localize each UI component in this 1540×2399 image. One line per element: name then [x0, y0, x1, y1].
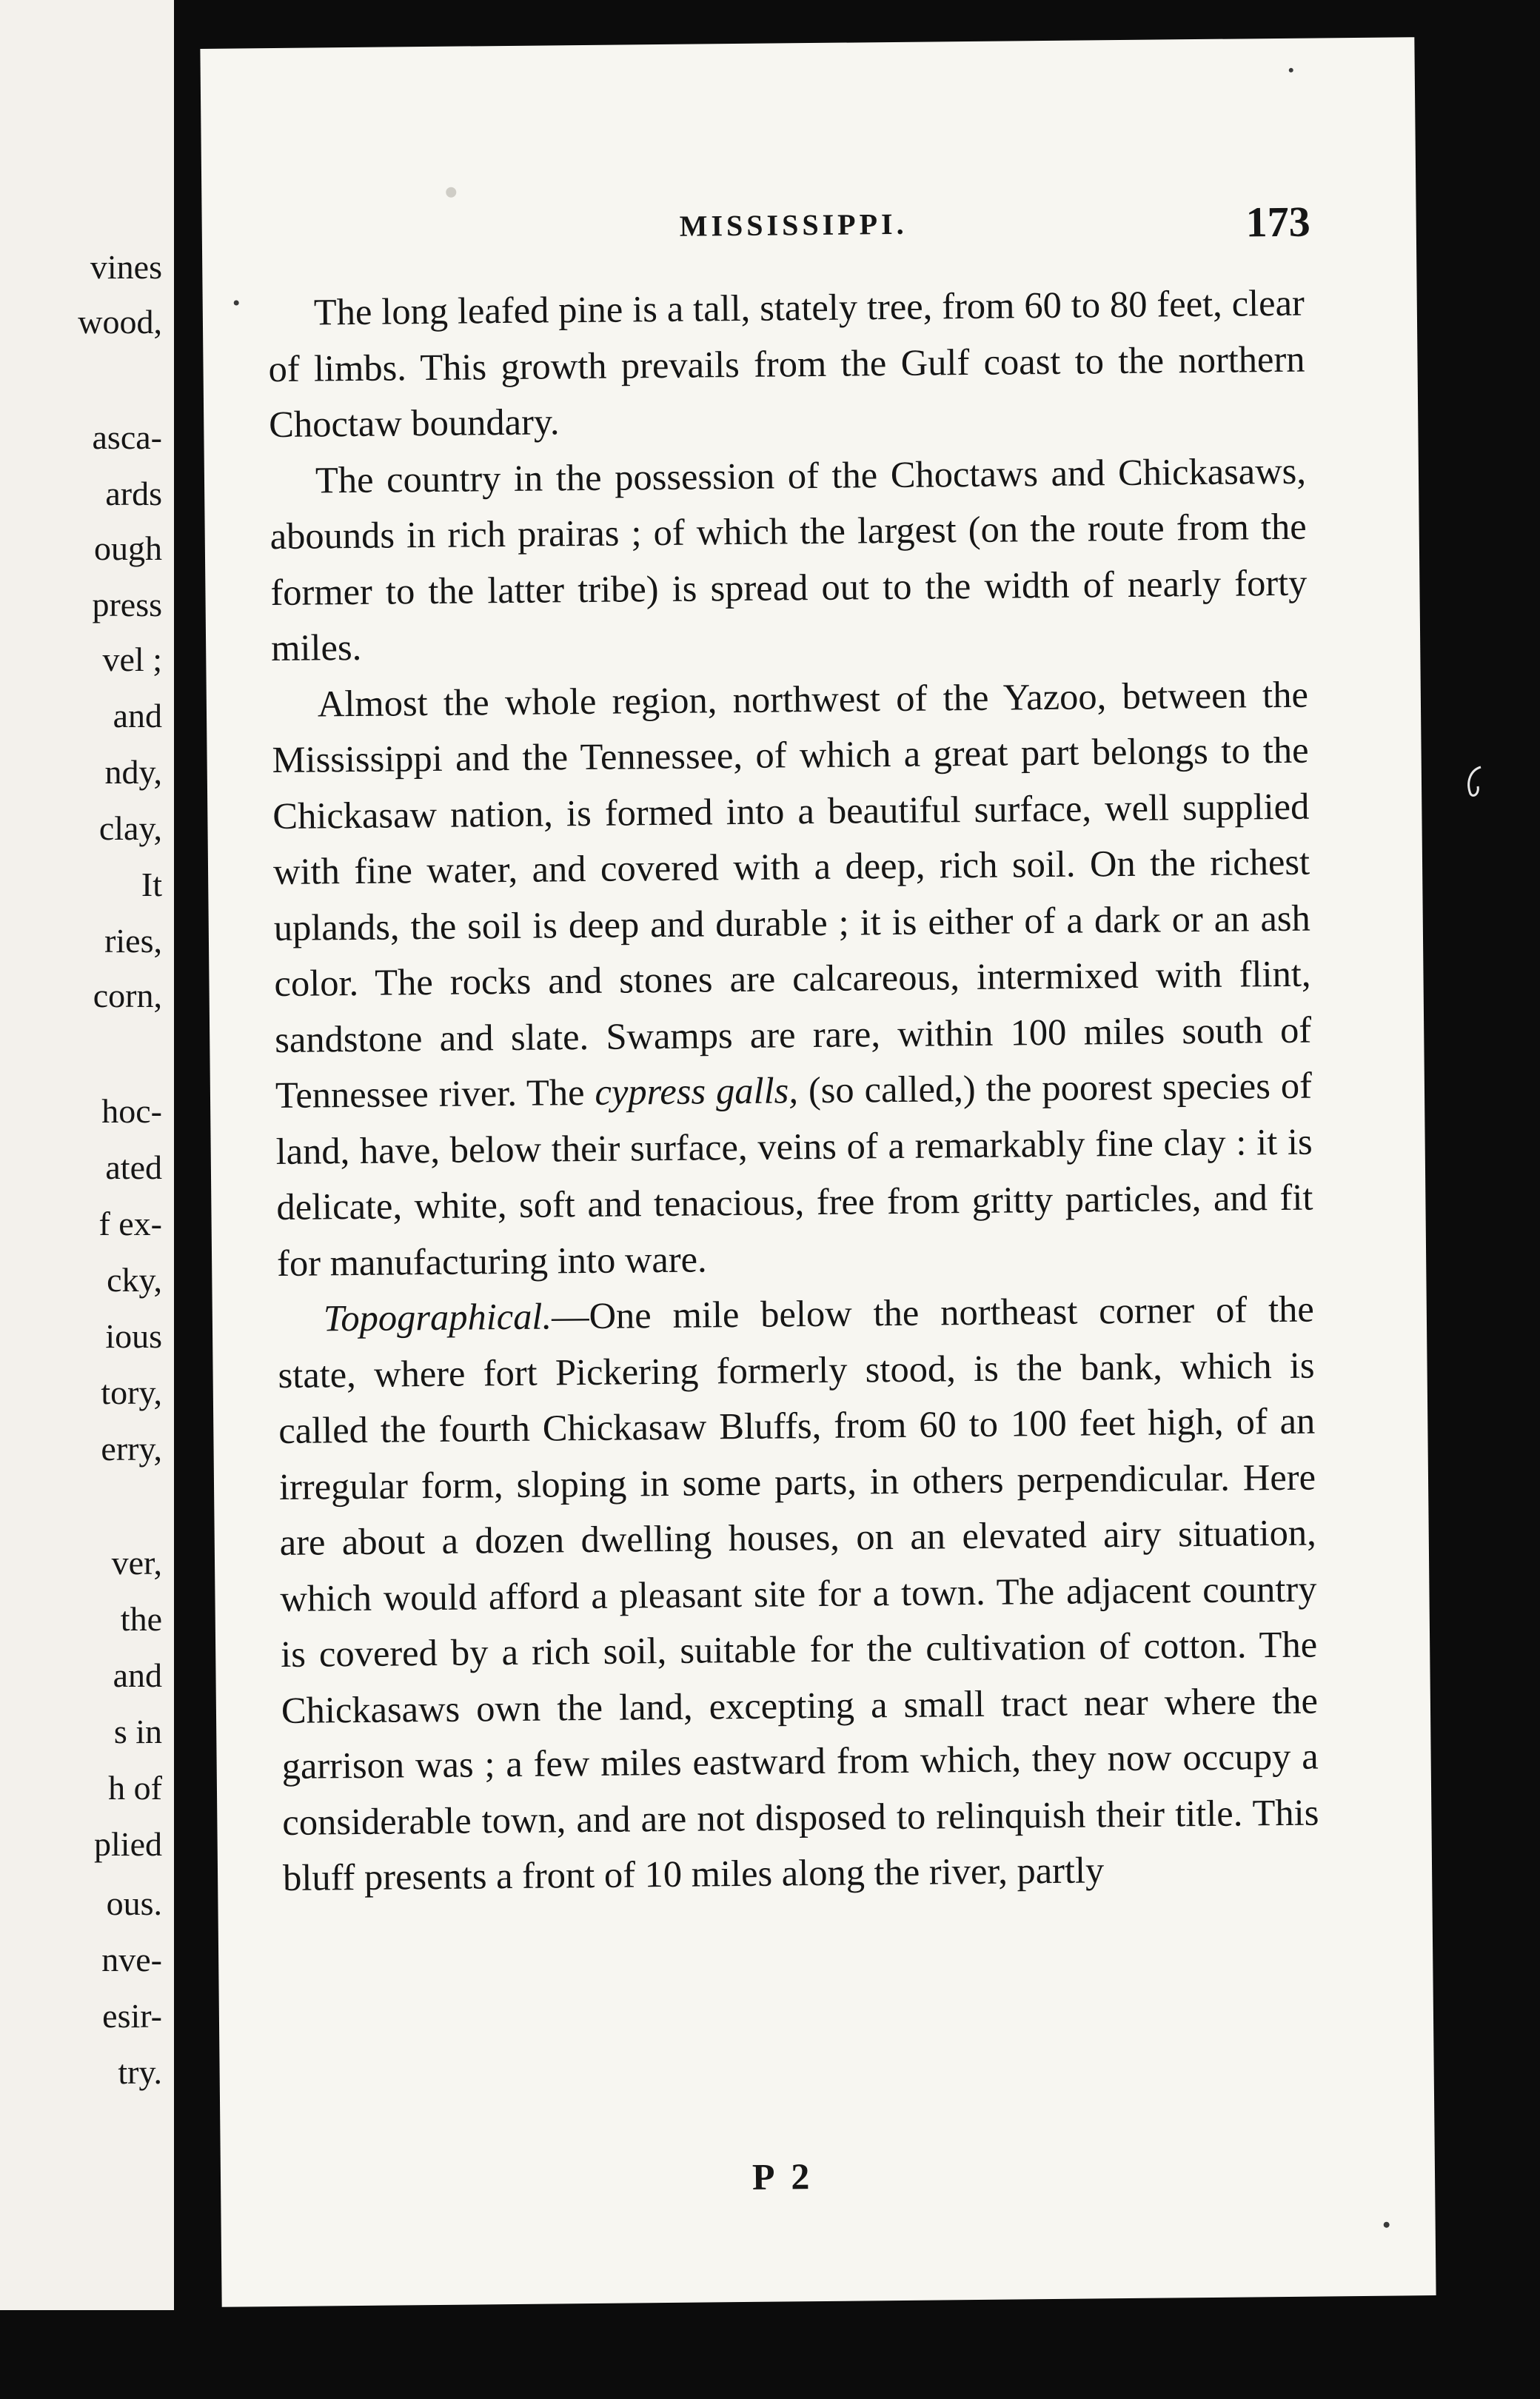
paragraph-text: (so called,) the poorest species of land, have, below their surface, veins of a remarkably fine clay : it is delicate, white, soft and tenacious, free from gritty particles, and fit for manufacturing into ware. — [275, 1064, 1313, 1284]
facing-line-fragment: vel ; — [102, 640, 162, 678]
facing-page-left — [0, 0, 174, 2310]
book-page — [200, 37, 1436, 2307]
paragraph-text: The long leafed pine is a tall, stately tree, from 60 to 80 feet, clear of limbs. This growth prevails from the Gulf coast to the northern Choctaw boundary. — [268, 281, 1305, 446]
page-number: 173 — [1245, 197, 1311, 247]
facing-line-fragment: asca- — [92, 418, 162, 456]
facing-line-fragment: try. — [118, 2053, 162, 2091]
paragraph — [270, 443, 1308, 676]
facing-line-fragment: ries, — [104, 922, 162, 960]
running-head-title: MISSISSIPPI. — [679, 207, 908, 243]
facing-line-fragment: and — [113, 697, 162, 735]
facing-line-fragment: ndy, — [104, 753, 162, 791]
paper-speck — [234, 300, 239, 305]
facing-line-fragment: cky, — [107, 1261, 162, 1299]
paragraph-text: The country in the possession of the Choctaws and Chickasaws, abounds in rich prairas ; of which the largest (on the route from the former to the latter tribe) is spread out to the width of nearly forty miles. — [270, 449, 1308, 669]
facing-line-fragment: s in — [113, 1713, 162, 1750]
section-heading-italic: Topographical. — [323, 1295, 552, 1339]
facing-line-fragment: ough — [94, 529, 162, 567]
facing-line-fragment: press — [92, 586, 162, 623]
facing-line-fragment: ious — [105, 1317, 162, 1355]
page-body-text — [267, 275, 1319, 1907]
facing-line-fragment: ver, — [111, 1544, 162, 1582]
paper-speck — [1289, 68, 1293, 73]
paper-speck — [1384, 2222, 1390, 2228]
facing-line-fragment: esir- — [102, 1997, 162, 2035]
facing-line-fragment: plied — [94, 1825, 162, 1863]
facing-line-fragment: hoc- — [101, 1092, 162, 1130]
facing-line-fragment: corn, — [93, 977, 162, 1014]
facing-line-fragment: tory, — [101, 1374, 162, 1411]
facing-line-fragment: h of — [108, 1769, 162, 1807]
facing-line-fragment: wood, — [78, 303, 162, 341]
facing-line-fragment: vines — [90, 248, 162, 286]
paragraph-text: Almost the whole region, northwest of the Yazoo, between the Mississippi and the Tennessee, of which a great part belongs to the Chickasaw nation, is formed into a beautiful surface, well supplied with fine water, and covered with a deep, rich soil. On the richest uplands, the soil is deep and durable ; it is either of a dark or an ash color. The rocks and stones are calcareous, intermixed with flint, sandstone and slate. Swamps are rare, within 100 miles south of Tennessee river. The — [272, 673, 1312, 1117]
facing-line-fragment: erry, — [101, 1430, 162, 1468]
facing-line-fragment: It — [141, 866, 162, 903]
facing-line-fragment: and — [113, 1656, 162, 1694]
signature-mark: P 2 — [751, 2155, 814, 2198]
running-head — [202, 197, 1417, 258]
facing-line-fragment: ous. — [106, 1884, 162, 1922]
paragraph — [278, 1282, 1320, 1907]
paragraph-text: —One mile below the northeast corner of the state, where fort Pickering formerly stood, is the bank, which is called the fourth Chickasaw Bluffs, from 60 to 100 feet high, of an irregular form, sloping in some parts, in others perpendicular. Here are about a dozen dwelling houses, on an elevated airy situation, which would afford a pleasant site for a town. The adjacent country is covered by a rich soil, suitable for the cultivation of cotton. The Chickasaws own the land, excepting a small tract near where the garrison was ; a few miles eastward from which, they now occupy a considerable town, and are not disposed to relinquish their title. This bluff presents a front of 10 miles along the river, partly — [278, 1288, 1319, 1898]
paragraph — [267, 275, 1305, 453]
facing-line-fragment: nve- — [101, 1941, 162, 1978]
facing-line-fragment: f ex- — [98, 1205, 162, 1242]
facing-line-fragment: ards — [105, 475, 162, 512]
facing-line-fragment: clay, — [98, 809, 162, 847]
margin-mark-icon — [1464, 764, 1487, 800]
paper-speck — [446, 187, 456, 198]
facing-line-fragment: the — [120, 1600, 162, 1638]
italic-term: cypress galls, — [595, 1069, 799, 1113]
facing-line-fragment: ated — [105, 1148, 162, 1186]
paragraph — [272, 666, 1314, 1291]
